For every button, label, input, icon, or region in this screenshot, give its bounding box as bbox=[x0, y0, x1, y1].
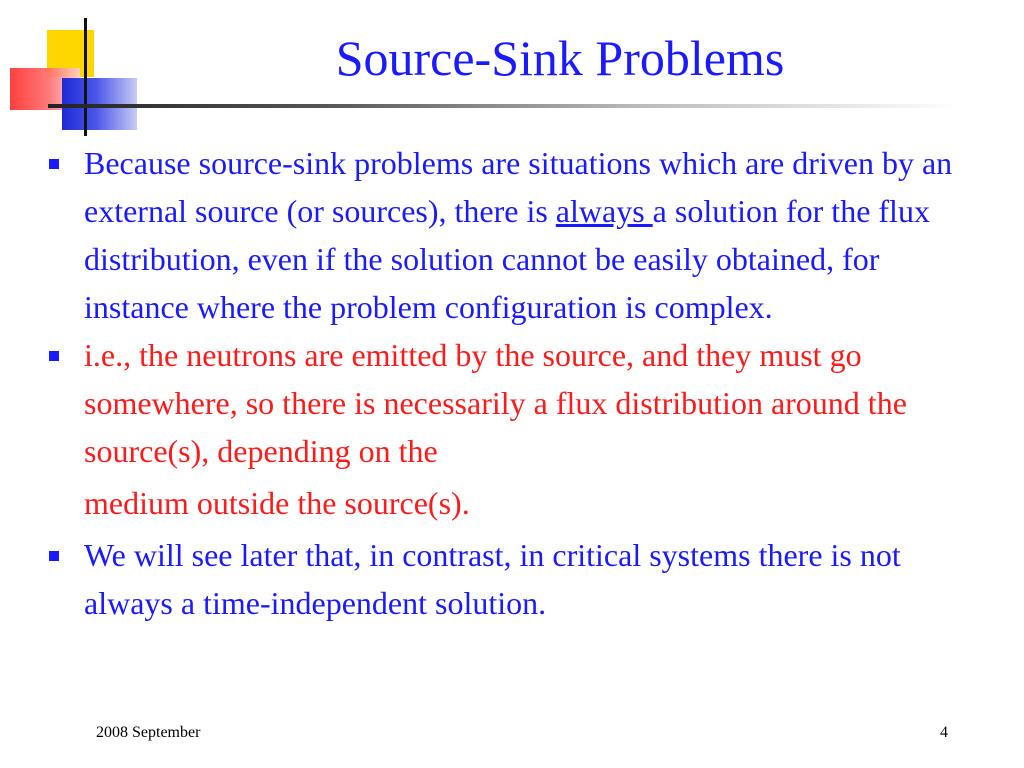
bullet-3-text: We will see later that, in contrast, in critical systems there is not always a time-independent solution. bbox=[84, 537, 901, 621]
bullet-item-2 bbox=[44, 331, 974, 531]
bullet-2-text: i.e., the neutrons are emitted by the source, and they must go somewhere, so there is necessarily a flux distribution around the source(s), depending on the bbox=[84, 337, 907, 469]
bullet-1-underlined-word: always bbox=[555, 193, 653, 229]
bullet-marker bbox=[49, 351, 59, 361]
title-rule bbox=[48, 104, 960, 108]
slide-logo-decoration bbox=[0, 0, 160, 150]
bullet-marker bbox=[49, 551, 59, 561]
bullet-marker bbox=[49, 159, 59, 169]
bullet-1-text-before: Because source-sink problems are situations which are driven by an external source (or sources), there is bbox=[84, 145, 953, 229]
bullet-2-text-last-line: medium outside the source(s). bbox=[84, 485, 470, 521]
slide-title: Source-Sink Problems bbox=[335, 30, 785, 86]
bullet-list bbox=[44, 139, 974, 627]
page-number: 4 bbox=[940, 724, 948, 741]
bullet-1-text-after: a solution for the flux distribution, even if the solution cannot be easily obtained, for instance where the problem configuration is complex. bbox=[84, 193, 930, 325]
footer-date: 2008 September bbox=[96, 724, 201, 741]
logo-vertical-line bbox=[84, 18, 87, 136]
bullet-item-1 bbox=[44, 139, 974, 331]
bullet-item-3 bbox=[44, 531, 974, 627]
